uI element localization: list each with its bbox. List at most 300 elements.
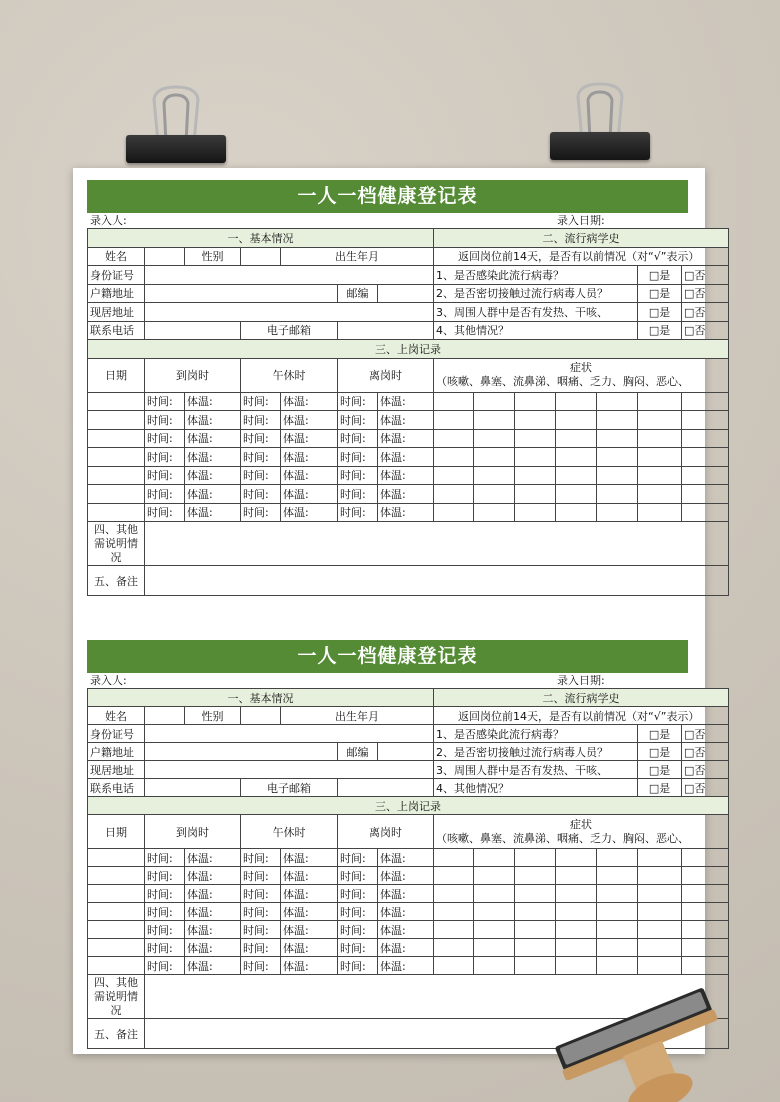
q4-no-checkbox[interactable]: □否 (682, 321, 729, 340)
symptoms-header (434, 815, 729, 849)
duty-row (88, 939, 729, 957)
temp-label: 体温: (378, 903, 434, 921)
section-basic: 一、基本情况 (88, 689, 434, 707)
temp-label: 体温: (281, 429, 338, 448)
leave-header: 离岗时 (338, 815, 434, 849)
temp-label: 体温: (185, 503, 241, 522)
time-label: 时间: (145, 411, 185, 430)
section-duty: 三、上岗记录 (88, 797, 729, 815)
symptom-cell[interactable] (638, 957, 682, 975)
remark-label: 五、备注 (88, 566, 145, 596)
symptom-cell[interactable] (434, 466, 474, 485)
temp-label: 体温: (185, 867, 241, 885)
time-label: 时间: (338, 448, 378, 467)
symptom-cell[interactable] (556, 849, 597, 867)
symptom-cell[interactable] (515, 903, 556, 921)
time-label: 时间: (241, 921, 281, 939)
symptom-cell[interactable] (556, 429, 597, 448)
name-field[interactable] (145, 247, 185, 266)
symptom-cell[interactable] (638, 867, 682, 885)
symptom-cell[interactable] (597, 466, 638, 485)
temp-label: 体温: (378, 939, 434, 957)
remark-label: 五、备注 (88, 1019, 145, 1049)
symptom-cell[interactable] (515, 448, 556, 467)
date-header: 日期 (88, 358, 145, 392)
arrive-header: 到岗时 (145, 358, 241, 392)
symptom-cell[interactable] (556, 903, 597, 921)
symptom-cell[interactable] (638, 885, 682, 903)
temp-label: 体温: (185, 485, 241, 504)
symptom-cell[interactable] (515, 429, 556, 448)
symptom-cell[interactable] (515, 867, 556, 885)
symptom-cell[interactable] (474, 466, 515, 485)
symptom-cell[interactable] (597, 485, 638, 504)
entry-date-label: 录入日期: (557, 214, 605, 227)
q1-no-checkbox[interactable]: □否 (682, 725, 729, 743)
q1-yes-checkbox[interactable]: □是 (638, 725, 682, 743)
form-title: 一人一档健康登记表 (87, 180, 688, 213)
registration-table (87, 228, 729, 596)
name-label: 姓名 (88, 707, 145, 725)
duty-row (88, 903, 729, 921)
leave-header: 离岗时 (338, 358, 434, 392)
time-label: 时间: (241, 885, 281, 903)
temp-label: 体温: (185, 903, 241, 921)
arrive-header: 到岗时 (145, 815, 241, 849)
symptom-cell[interactable] (474, 392, 515, 411)
symptom-cell[interactable] (556, 867, 597, 885)
postcode-field[interactable] (378, 284, 434, 303)
time-label: 时间: (145, 466, 185, 485)
symptom-cell[interactable] (682, 849, 729, 867)
symptom-cell[interactable] (682, 921, 729, 939)
epi-intro: 返回岗位前14天，是否有以前情况（对“√”表示） (434, 707, 729, 725)
epi-q2: 2、是否密切接触过流行病毒人员？ (434, 284, 638, 303)
email-field[interactable] (338, 779, 434, 797)
q4-yes-checkbox[interactable]: □是 (638, 779, 682, 797)
form-paper (73, 168, 705, 1054)
symptom-cell[interactable] (434, 957, 474, 975)
duty-row (88, 885, 729, 903)
section-duty: 三、上岗记录 (88, 340, 729, 359)
symptom-cell[interactable] (597, 867, 638, 885)
time-label: 时间: (338, 466, 378, 485)
time-label: 时间: (241, 939, 281, 957)
symptom-cell[interactable] (515, 939, 556, 957)
time-label: 时间: (241, 485, 281, 504)
time-label: 时间: (145, 867, 185, 885)
duty-row (88, 448, 729, 467)
symptom-cell[interactable] (434, 903, 474, 921)
symptom-cell[interactable] (556, 485, 597, 504)
temp-label: 体温: (281, 503, 338, 522)
binder-clip-left (126, 85, 226, 165)
time-label: 时间: (145, 448, 185, 467)
date-cell[interactable] (88, 957, 145, 975)
temp-label: 体温: (185, 429, 241, 448)
time-label: 时间: (241, 903, 281, 921)
symptom-cell[interactable] (682, 448, 729, 467)
time-label: 时间: (145, 849, 185, 867)
time-label: 时间: (145, 429, 185, 448)
symptom-cell[interactable] (556, 466, 597, 485)
remark-field[interactable] (145, 566, 729, 596)
time-label: 时间: (338, 411, 378, 430)
postcode-label: 邮编 (338, 284, 378, 303)
gender-label: 性别 (185, 707, 241, 725)
symptoms-title: 症状 (570, 361, 593, 374)
other-field[interactable] (145, 522, 729, 566)
temp-label: 体温: (281, 411, 338, 430)
symptom-cell[interactable] (474, 867, 515, 885)
date-cell[interactable] (88, 503, 145, 522)
symptom-cell[interactable] (682, 867, 729, 885)
date-cell[interactable] (88, 921, 145, 939)
symptom-cell[interactable] (434, 921, 474, 939)
entry-date-label: 录入日期: (557, 674, 605, 687)
duty-row (88, 957, 729, 975)
temp-label: 体温: (185, 885, 241, 903)
temp-label: 体温: (281, 392, 338, 411)
symptom-cell[interactable] (515, 503, 556, 522)
time-label: 时间: (338, 485, 378, 504)
time-label: 时间: (241, 448, 281, 467)
section-epi: 二、流行病学史 (434, 689, 729, 707)
time-label: 时间: (241, 957, 281, 975)
symptom-cell[interactable] (597, 921, 638, 939)
symptom-cell[interactable] (597, 392, 638, 411)
temp-label: 体温: (185, 939, 241, 957)
date-cell[interactable] (88, 939, 145, 957)
entry-person-label: 录入人: (90, 214, 127, 227)
symptom-cell[interactable] (638, 903, 682, 921)
epi-q2: 2、是否密切接触过流行病毒人员？ (434, 743, 638, 761)
symptom-cell[interactable] (682, 939, 729, 957)
time-label: 时间: (338, 503, 378, 522)
symptom-cell[interactable] (682, 957, 729, 975)
time-label: 时间: (145, 885, 185, 903)
time-label: 时间: (338, 903, 378, 921)
email-field[interactable] (338, 321, 434, 340)
temp-label: 体温: (185, 392, 241, 411)
symptom-cell[interactable] (556, 503, 597, 522)
symptom-cell[interactable] (474, 939, 515, 957)
symptom-cell[interactable] (638, 921, 682, 939)
symptom-cell[interactable] (434, 885, 474, 903)
epi-q1: 1、是否感染此流行病毒？ (434, 725, 638, 743)
symptoms-header (434, 358, 729, 392)
symptom-cell[interactable] (434, 485, 474, 504)
phone-field[interactable] (145, 321, 241, 340)
date-cell[interactable] (88, 392, 145, 411)
duty-row (88, 867, 729, 885)
duty-row (88, 429, 729, 448)
epi-q4: 4、其他情况？ (434, 779, 638, 797)
time-label: 时间: (145, 485, 185, 504)
symptom-cell[interactable] (515, 921, 556, 939)
duty-row (88, 411, 729, 430)
time-label: 时间: (145, 921, 185, 939)
symptom-cell[interactable] (434, 849, 474, 867)
temp-label: 体温: (281, 885, 338, 903)
id-field[interactable] (145, 725, 434, 743)
symptom-cell[interactable] (515, 885, 556, 903)
temp-label: 体温: (281, 849, 338, 867)
date-cell[interactable] (88, 885, 145, 903)
date-cell[interactable] (88, 903, 145, 921)
other-label: 四、其他需说明情况 (88, 975, 145, 1019)
temp-label: 体温: (185, 411, 241, 430)
gender-field[interactable] (241, 707, 281, 725)
temp-label: 体温: (281, 939, 338, 957)
symptom-cell[interactable] (682, 903, 729, 921)
temp-label: 体温: (185, 957, 241, 975)
section-epi: 二、流行病学史 (434, 229, 729, 248)
symptom-cell[interactable] (638, 448, 682, 467)
time-label: 时间: (241, 466, 281, 485)
birth-label: 出生年月 (281, 247, 434, 266)
symptom-cell[interactable] (474, 411, 515, 430)
symptom-cell[interactable] (556, 939, 597, 957)
symptom-cell[interactable] (682, 411, 729, 430)
time-label: 时间: (338, 429, 378, 448)
symptom-cell[interactable] (597, 885, 638, 903)
epi-q1: 1、是否感染此流行病毒？ (434, 266, 638, 285)
epi-intro: 返回岗位前14天，是否有以前情况（对“√”表示） (434, 247, 729, 266)
epi-q3: 3、周围人群中是否有发热、干咳、 (434, 761, 638, 779)
q1-yes-checkbox[interactable]: □是 (638, 266, 682, 285)
q3-yes-checkbox[interactable]: □是 (638, 761, 682, 779)
time-label: 时间: (145, 957, 185, 975)
time-label: 时间: (241, 411, 281, 430)
temp-label: 体温: (378, 957, 434, 975)
date-header: 日期 (88, 815, 145, 849)
symptom-cell[interactable] (556, 957, 597, 975)
other-label: 四、其他需说明情况 (88, 522, 145, 566)
address-label: 现居地址 (88, 761, 145, 779)
symptom-cell[interactable] (474, 503, 515, 522)
address-field[interactable] (145, 761, 434, 779)
temp-label: 体温: (281, 485, 338, 504)
duty-row (88, 392, 729, 411)
hukou-label: 户籍地址 (88, 284, 145, 303)
address-field[interactable] (145, 303, 434, 322)
date-cell[interactable] (88, 867, 145, 885)
noon-header: 午休时 (241, 358, 338, 392)
time-label: 时间: (241, 867, 281, 885)
symptoms-list: （咳嗽、鼻塞、流鼻涕、咽痛、乏力、胸闷、恶心、 (436, 831, 690, 845)
symptom-cell[interactable] (597, 939, 638, 957)
symptom-cell[interactable] (515, 849, 556, 867)
birth-label: 出生年月 (281, 707, 434, 725)
symptom-cell[interactable] (434, 392, 474, 411)
q2-no-checkbox[interactable]: □否 (682, 284, 729, 303)
symptom-cell[interactable] (597, 503, 638, 522)
phone-field[interactable] (145, 779, 241, 797)
q2-no-checkbox[interactable]: □否 (682, 743, 729, 761)
temp-label: 体温: (378, 867, 434, 885)
symptom-cell[interactable] (474, 485, 515, 504)
temp-label: 体温: (281, 903, 338, 921)
symptom-cell[interactable] (474, 921, 515, 939)
duty-row (88, 466, 729, 485)
time-label: 时间: (241, 503, 281, 522)
temp-label: 体温: (378, 885, 434, 903)
symptom-cell[interactable] (515, 411, 556, 430)
symptom-cell[interactable] (556, 921, 597, 939)
entry-person-label: 录入人: (90, 674, 127, 687)
hukou-field[interactable] (145, 743, 338, 761)
temp-label: 体温: (185, 448, 241, 467)
temp-label: 体温: (378, 485, 434, 504)
time-label: 时间: (145, 503, 185, 522)
date-cell[interactable] (88, 466, 145, 485)
symptom-cell[interactable] (434, 939, 474, 957)
phone-label: 联系电话 (88, 779, 145, 797)
time-label: 时间: (338, 939, 378, 957)
meta-row (87, 213, 688, 228)
q3-no-checkbox[interactable]: □否 (682, 303, 729, 322)
symptom-cell[interactable] (638, 466, 682, 485)
symptom-cell[interactable] (682, 885, 729, 903)
q4-no-checkbox[interactable]: □否 (682, 779, 729, 797)
duty-row (88, 503, 729, 522)
temp-label: 体温: (185, 921, 241, 939)
symptoms-title: 症状 (570, 817, 593, 831)
q2-yes-checkbox[interactable]: □是 (638, 743, 682, 761)
symptom-cell[interactable] (434, 867, 474, 885)
symptom-cell[interactable] (638, 411, 682, 430)
symptom-cell[interactable] (597, 411, 638, 430)
date-cell[interactable] (88, 448, 145, 467)
section-basic: 一、基本情况 (88, 229, 434, 248)
time-label: 时间: (338, 849, 378, 867)
time-label: 时间: (241, 849, 281, 867)
gender-field[interactable] (241, 247, 281, 266)
time-label: 时间: (145, 939, 185, 957)
symptom-cell[interactable] (682, 466, 729, 485)
postcode-label: 邮编 (338, 743, 378, 761)
id-field[interactable] (145, 266, 434, 285)
q2-yes-checkbox[interactable]: □是 (638, 284, 682, 303)
meta-row (87, 673, 688, 688)
symptom-cell[interactable] (597, 429, 638, 448)
symptom-cell[interactable] (556, 411, 597, 430)
time-label: 时间: (145, 903, 185, 921)
name-field[interactable] (145, 707, 185, 725)
address-label: 现居地址 (88, 303, 145, 322)
time-label: 时间: (338, 885, 378, 903)
q3-yes-checkbox[interactable]: □是 (638, 303, 682, 322)
symptom-cell[interactable] (556, 392, 597, 411)
time-label: 时间: (145, 392, 185, 411)
q1-no-checkbox[interactable]: □否 (682, 266, 729, 285)
symptom-cell[interactable] (682, 485, 729, 504)
id-label: 身份证号 (88, 266, 145, 285)
time-label: 时间: (338, 392, 378, 411)
epi-q3: 3、周围人群中是否有发热、干咳、 (434, 303, 638, 322)
symptom-cell[interactable] (597, 448, 638, 467)
symptom-cell[interactable] (638, 429, 682, 448)
symptom-cell[interactable] (597, 957, 638, 975)
symptom-cell[interactable] (515, 485, 556, 504)
date-cell[interactable] (88, 485, 145, 504)
symptom-cell[interactable] (474, 885, 515, 903)
email-label: 电子邮箱 (241, 321, 338, 340)
symptom-cell[interactable] (434, 448, 474, 467)
symptom-cell[interactable] (597, 849, 638, 867)
time-label: 时间: (241, 392, 281, 411)
symptom-cell[interactable] (597, 903, 638, 921)
time-label: 时间: (338, 957, 378, 975)
temp-label: 体温: (378, 448, 434, 467)
epi-q4: 4、其他情况？ (434, 321, 638, 340)
temp-label: 体温: (281, 466, 338, 485)
noon-header: 午休时 (241, 815, 338, 849)
temp-label: 体温: (378, 921, 434, 939)
symptom-cell[interactable] (556, 885, 597, 903)
symptom-cell[interactable] (434, 411, 474, 430)
symptom-cell[interactable] (638, 485, 682, 504)
symptom-cell[interactable] (682, 392, 729, 411)
symptom-cell[interactable] (434, 503, 474, 522)
health-form-1 (87, 180, 706, 596)
hukou-label: 户籍地址 (88, 743, 145, 761)
date-cell[interactable] (88, 411, 145, 430)
temp-label: 体温: (281, 448, 338, 467)
hukou-field[interactable] (145, 284, 338, 303)
symptom-cell[interactable] (638, 939, 682, 957)
symptom-cell[interactable] (474, 957, 515, 975)
symptom-cell[interactable] (474, 429, 515, 448)
binder-clip-right (550, 82, 650, 162)
duty-row (88, 921, 729, 939)
symptom-cell[interactable] (682, 429, 729, 448)
temp-label: 体温: (281, 867, 338, 885)
temp-label: 体温: (185, 849, 241, 867)
symptom-cell[interactable] (515, 957, 556, 975)
symptom-cell[interactable] (682, 503, 729, 522)
date-cell[interactable] (88, 429, 145, 448)
symptom-cell[interactable] (515, 392, 556, 411)
symptom-cell[interactable] (474, 903, 515, 921)
temp-label: 体温: (378, 411, 434, 430)
q4-yes-checkbox[interactable]: □是 (638, 321, 682, 340)
postcode-field[interactable] (378, 743, 434, 761)
date-cell[interactable] (88, 849, 145, 867)
symptom-cell[interactable] (474, 849, 515, 867)
temp-label: 体温: (378, 392, 434, 411)
email-label: 电子邮箱 (241, 779, 338, 797)
temp-label: 体温: (378, 429, 434, 448)
temp-label: 体温: (281, 957, 338, 975)
symptom-cell[interactable] (638, 392, 682, 411)
time-label: 时间: (338, 921, 378, 939)
temp-label: 体温: (378, 503, 434, 522)
q3-no-checkbox[interactable]: □否 (682, 761, 729, 779)
symptom-cell[interactable] (638, 849, 682, 867)
symptom-cell[interactable] (474, 448, 515, 467)
symptom-cell[interactable] (556, 448, 597, 467)
symptom-cell[interactable] (515, 466, 556, 485)
symptom-cell[interactable] (638, 503, 682, 522)
phone-label: 联系电话 (88, 321, 145, 340)
time-label: 时间: (241, 429, 281, 448)
form-title: 一人一档健康登记表 (87, 640, 688, 673)
temp-label: 体温: (281, 921, 338, 939)
id-label: 身份证号 (88, 725, 145, 743)
symptom-cell[interactable] (434, 429, 474, 448)
